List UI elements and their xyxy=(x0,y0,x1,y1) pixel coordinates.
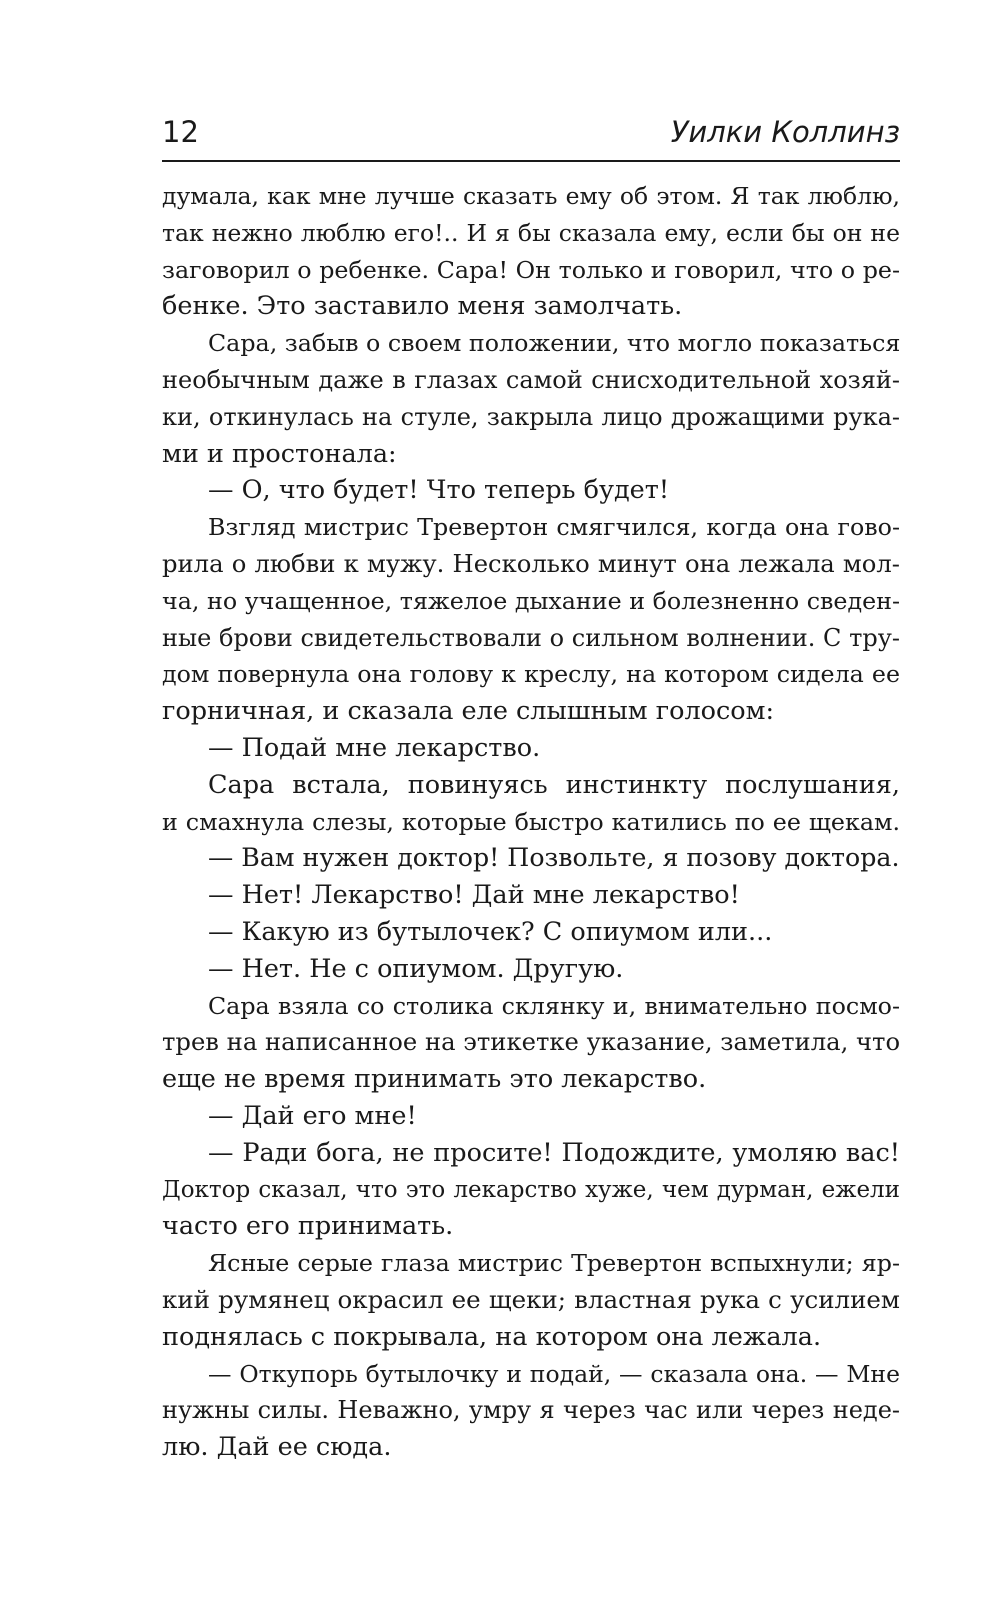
text-line: лю. Дай ее сюда. xyxy=(162,1432,392,1463)
text-line: еще не время принимать это лекарство. xyxy=(162,1064,707,1095)
text-line: ки, откинулась на стуле, закрыла лицо дрожащими рука- xyxy=(162,402,900,431)
text-line: ми и простонала: xyxy=(162,438,397,469)
text-line: ча, но учащенное, тяжелое дыхание и болезненно сведен- xyxy=(162,586,900,615)
text-line: и смахнула слезы, которые быстро катились по ее щекам. xyxy=(162,807,900,836)
text-line: Сара взяла со столика склянку и, внимательно посмо- xyxy=(208,991,900,1020)
text-line: — Ради бога, не просите! Подождите, умоляю вас! xyxy=(208,1137,900,1168)
text-line: — Подай мне лекарство. xyxy=(208,732,541,763)
text-line: Ясные серые глаза мистрис Тревертон вспыхнули; яр- xyxy=(208,1249,900,1278)
page-number: 12 xyxy=(162,115,199,149)
text-line: необычным даже в глазах самой снисходительной хозяй- xyxy=(162,365,900,394)
text-line: — Нет. Не с опиумом. Другую. xyxy=(208,953,624,984)
text-line: — Какую из бутылочек? С опиумом или... xyxy=(208,916,773,947)
text-line: думала, как мне лучше сказать ему об этом. Я так люблю, xyxy=(162,182,900,210)
text-line: Сара встала, повинуясь инстинкту послушания, xyxy=(208,769,900,800)
text-line: дом повернула она голову к креслу, на котором сидела ее xyxy=(162,660,900,689)
text-line: — Вам нужен доктор! Позвольте, я позову доктора. xyxy=(208,843,900,873)
text-line: Сара, забыв о своем положении, что могло показаться xyxy=(208,329,901,358)
body-text xyxy=(162,178,900,1466)
text-line: так нежно люблю его!.. И я бы сказала ему, если бы он не xyxy=(162,218,900,247)
text-line: рила о любви к мужу. Несколько минут она лежала мол- xyxy=(162,548,900,578)
text-line: поднялась с покрывала, на котором она лежала. xyxy=(162,1321,822,1352)
text-line: кий румянец окрасил ее щеки; властная рука с усилием xyxy=(162,1284,900,1314)
page-header xyxy=(162,112,900,162)
text-line: заговорил о ребенке. Сара! Он только и говорил, что о ре- xyxy=(162,255,900,284)
text-line: — Откупорь бутылочку и подай, — сказала она. — Мне xyxy=(208,1359,900,1388)
text-line: нужны силы. Неважно, умру я через час или через неде- xyxy=(162,1396,900,1425)
running-head-author: Уилки Коллинз xyxy=(670,115,900,149)
text-line: — Нет! Лекарство! Дай мне лекарство! xyxy=(208,880,740,911)
text-line: горничная, и сказала еле слышным голосом: xyxy=(162,696,775,727)
text-line: трев на написанное на этикетке указание, заметила, что xyxy=(162,1027,901,1057)
text-line: — Дай его мне! xyxy=(208,1100,417,1131)
text-line: Доктор сказал, что это лекарство хуже, чем дурман, ежели xyxy=(162,1176,900,1203)
text-line: часто его принимать. xyxy=(162,1211,454,1242)
text-line: бенке. Это заставило меня замолчать. xyxy=(162,291,683,322)
text-line: — О, что будет! Что теперь будет! xyxy=(208,475,670,506)
text-line: ные брови свидетельствовали о сильном волнении. С тру- xyxy=(162,623,900,652)
text-line: Взгляд мистрис Тревертон смягчился, когда она гово- xyxy=(208,513,900,542)
